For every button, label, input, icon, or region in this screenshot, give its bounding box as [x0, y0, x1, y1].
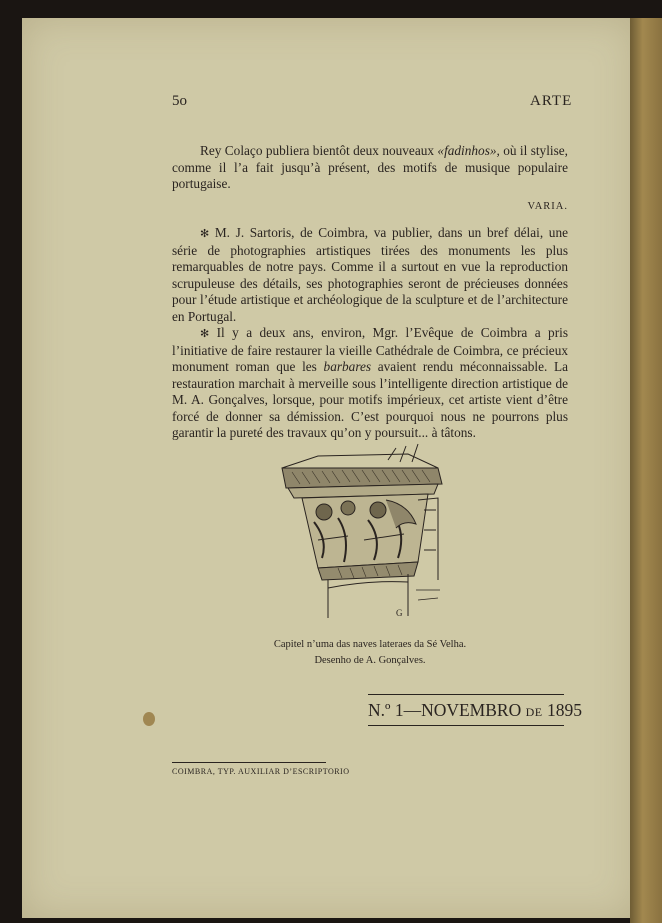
facing-page-edge: [630, 18, 662, 923]
issue-number: [368, 700, 582, 721]
issue-year: 1895: [542, 700, 582, 720]
printer-imprint: COIMBRA, TYP. AUXILIAR D’ESCRIPTORIO: [172, 767, 350, 776]
page-number: 5o: [172, 93, 187, 109]
issue-label: N.º 1—NOVEMBRO: [368, 700, 526, 720]
asterism-icon: ✻: [200, 328, 210, 340]
paragraph-text: M. J. Sartoris, de Coimbra, va publier, dans un bref délai, une série de photographies artistiques tirées des monuments les plus remarquables de notre pays. Comme il a surtout en vue la reproduction scrupuleuse des détails, ses photographies seront de précieuses données pour l’étude artistique et archéologique de la sculpture et de l’architecture en Portugal.: [172, 225, 568, 324]
paragraph-fadinhos: [172, 143, 568, 193]
italic-word: barbares: [323, 359, 372, 374]
italic-title: «fadinhos»,: [437, 143, 500, 158]
paragraph-text: avaient rendu méconnaissable. La restauration marchait à merveille sous l’intelligente direction artistique de M. A. Gonçalves, lorsque, pour motifs impérieux, cet artiste vient d’être forcé de donner sa démission. C’est pourquoi nous ne pourrons plus garantir la pureté des travaux qu’on y poursuit... à tâtons.: [172, 359, 568, 440]
paragraph-sartoris: [172, 225, 568, 325]
capital-engraving: [278, 440, 448, 620]
paragraph-text: Il y a deux ans, environ, Mgr. l’Evêque de Coimbra a pris l’initiative de faire restaurer la vieille Cathédrale de Coimbra, ce précieux monument roman que les: [172, 325, 568, 374]
footer-rule: [172, 762, 326, 763]
paragraph-cathedrale: [172, 325, 568, 442]
caption-line: Capitel n’uma das naves lateraes da Sé Velha.: [273, 639, 467, 650]
issue-de: DE: [525, 705, 543, 719]
issue-box: [368, 694, 582, 726]
paragraph-text: Rey Colaço publiera bientôt deux nouveaux: [200, 143, 438, 158]
signature: VARIA.: [527, 200, 568, 212]
svg-text:G: G: [396, 608, 403, 618]
running-head: ARTE: [530, 93, 573, 109]
paragraph-text: où il stylise, comme il l’a fait jusqu’à présent, des motifs de musique populaire portugaise.: [172, 143, 568, 191]
figure-caption: [240, 637, 500, 669]
paper-stain: [143, 712, 155, 726]
caption-credit: Desenho de A. Gonçalves.: [314, 655, 426, 666]
article-body: [172, 143, 568, 442]
asterism-icon: ✻: [200, 228, 210, 240]
